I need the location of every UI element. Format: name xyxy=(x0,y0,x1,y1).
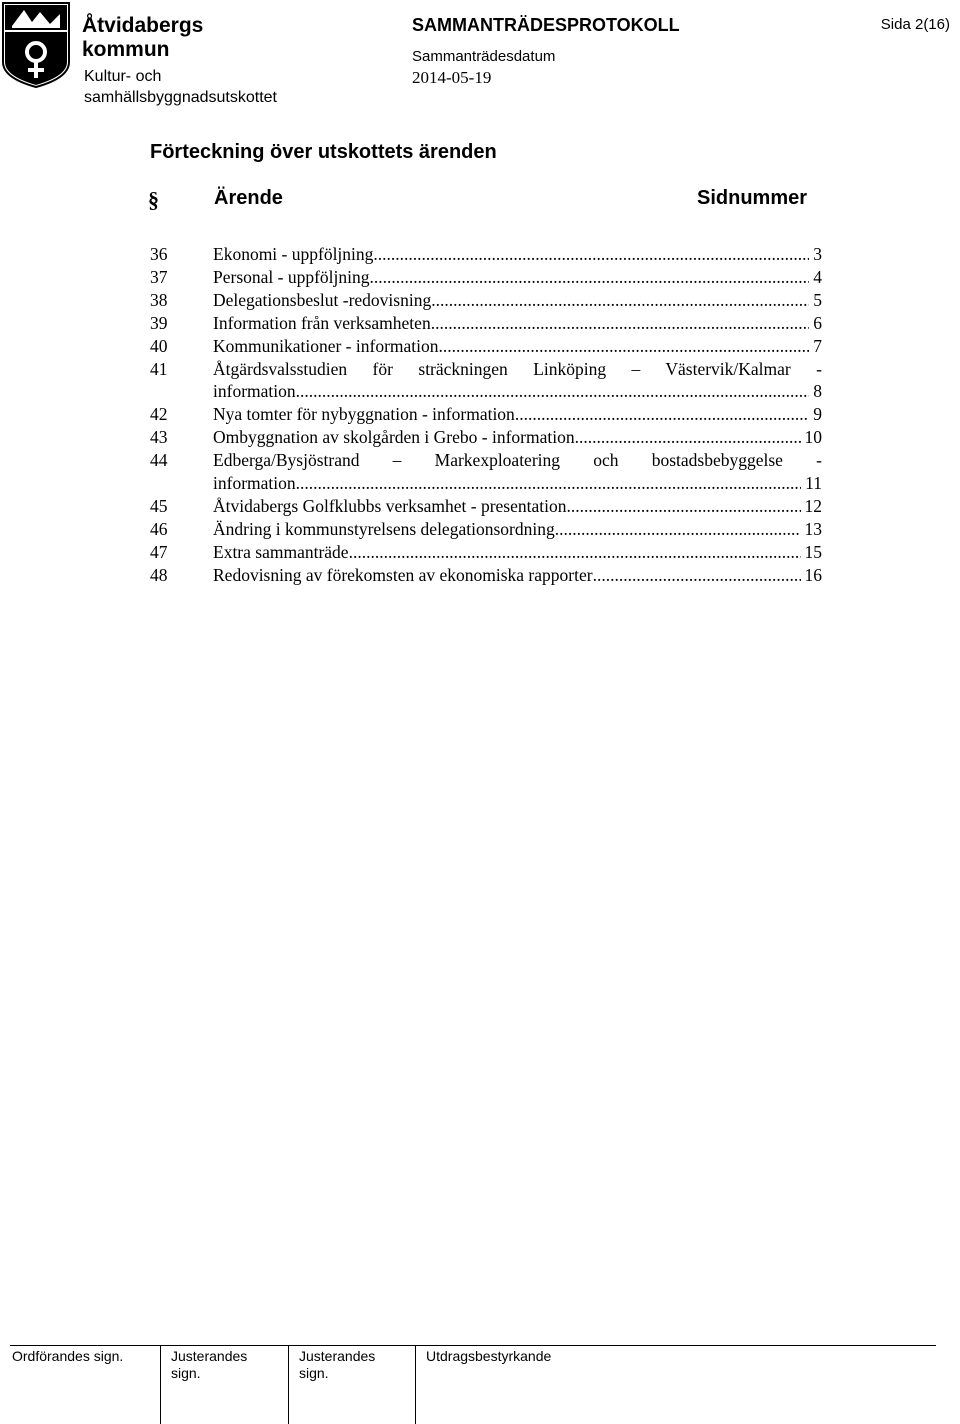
item-number: 41 xyxy=(150,358,168,379)
item-page: 8 xyxy=(813,381,822,402)
page-number: Sida 2(16) xyxy=(880,16,950,33)
dot-leader xyxy=(373,243,809,266)
item-page: 3 xyxy=(813,244,822,264)
list-item xyxy=(150,266,822,289)
list-item xyxy=(150,564,822,587)
section-title: Förteckning över utskottets ärenden xyxy=(150,141,497,163)
item-number: 42 xyxy=(150,404,168,425)
item-title: Ändring i kommunstyrelsens delegationsordning xyxy=(213,518,555,539)
list-item xyxy=(150,403,822,426)
item-number: 48 xyxy=(150,564,168,585)
item-page: 11 xyxy=(805,473,822,494)
item-title-first-line: Edberga/Bysjöstrand – Markexploatering och bostadsbebyggelse - xyxy=(213,450,822,471)
dot-leader xyxy=(431,312,810,335)
list-item xyxy=(150,495,822,518)
item-title: Redovisning av förekomsten av ekonomiska rapporter xyxy=(213,564,593,585)
list-item xyxy=(150,312,822,335)
municipality-crest-logo xyxy=(2,2,70,88)
item-title: information xyxy=(213,473,296,494)
item-page: 9 xyxy=(813,404,822,425)
item-page: 5 xyxy=(813,289,822,310)
list-item xyxy=(150,358,822,404)
dot-leader xyxy=(349,541,801,564)
list-item xyxy=(150,449,822,495)
footer-cell-extract-certification: Utdragsbestyrkande xyxy=(415,1346,937,1424)
item-number: 39 xyxy=(150,312,168,333)
item-title: Personal - uppföljning xyxy=(213,266,370,287)
item-title: Ekonomi - uppföljning xyxy=(213,244,374,264)
dot-leader xyxy=(431,289,809,312)
item-number: 36 xyxy=(150,244,168,264)
item-number: 45 xyxy=(150,495,168,516)
column-header-paragraph: § xyxy=(148,187,159,212)
document-title: SAMMANTRÄDESPROTOKOLL xyxy=(412,15,680,35)
list-item xyxy=(150,518,822,541)
list-item xyxy=(150,426,822,449)
list-item xyxy=(150,541,822,564)
organization-name: Åtvidabergs kommun xyxy=(82,14,204,61)
item-number: 44 xyxy=(150,450,168,471)
item-title: information xyxy=(213,381,296,402)
list-item xyxy=(150,289,822,312)
footer-cell-adjuster-signature-2: Justerandes sign. xyxy=(288,1346,416,1424)
department-name: Kultur- och samhällsbyggnadsutskottet xyxy=(84,68,277,106)
dot-leader xyxy=(593,564,801,587)
dot-leader xyxy=(575,426,801,449)
item-page: 6 xyxy=(813,312,822,333)
item-title-first-line: Åtgärdsvalsstudien för sträckningen Linköping – Västervik/Kalmar - xyxy=(213,358,822,379)
dot-leader xyxy=(296,472,802,495)
matter-index-list xyxy=(150,243,822,587)
dot-leader xyxy=(370,266,810,289)
item-page: 15 xyxy=(804,541,822,562)
dot-leader xyxy=(439,335,810,358)
signature-footer xyxy=(10,1345,936,1424)
item-title: Åtvidabergs Golfklubbs verksamhet - presentation xyxy=(213,495,567,516)
dot-leader xyxy=(567,495,801,518)
item-page: 7 xyxy=(813,335,822,356)
item-page: 16 xyxy=(804,564,822,585)
item-number: 43 xyxy=(150,427,168,448)
item-page: 10 xyxy=(804,427,822,448)
item-page: 13 xyxy=(804,518,822,539)
column-header-page-number: Sidnummer xyxy=(697,187,808,209)
item-title: Information från verksamheten xyxy=(213,312,431,333)
dot-leader xyxy=(555,518,801,541)
item-title: Extra sammanträde xyxy=(213,541,349,562)
dot-leader xyxy=(515,403,809,426)
item-title: Kommunikationer - information xyxy=(213,335,439,356)
meeting-date-value: 2014-05-19 xyxy=(412,68,492,87)
item-number: 46 xyxy=(150,518,168,539)
item-title: Delegationsbeslut -redovisning xyxy=(213,289,432,310)
item-number: 40 xyxy=(150,335,168,356)
item-number: 37 xyxy=(150,266,168,287)
dot-leader xyxy=(296,380,810,403)
meeting-date-label: Sammanträdesdatum xyxy=(412,48,556,65)
column-header-matter: Ärende xyxy=(214,187,283,209)
list-item xyxy=(150,243,822,266)
item-page: 12 xyxy=(804,495,822,516)
list-item xyxy=(150,335,822,358)
item-title: Ombyggnation av skolgården i Grebo - information xyxy=(213,427,575,448)
item-page: 4 xyxy=(813,266,822,287)
item-number: 38 xyxy=(150,289,168,310)
footer-cell-adjuster-signature-1: Justerandes sign. xyxy=(160,1346,289,1424)
footer-cell-chair-signature: Ordförandes sign. xyxy=(12,1348,124,1364)
item-title: Nya tomter för nybyggnation - information xyxy=(213,404,515,425)
item-number: 47 xyxy=(150,541,168,562)
